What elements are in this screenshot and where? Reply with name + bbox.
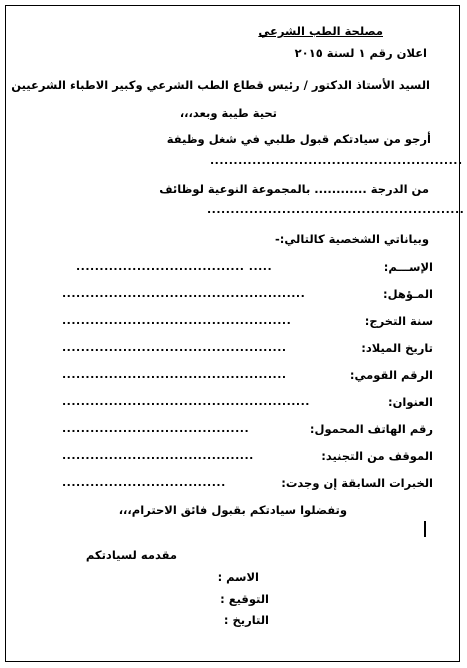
field-label-experience: الخبرات السابقة إن وجدت: [281, 476, 433, 490]
signature-sign-label: التوقيع : [220, 592, 269, 606]
field-blank-mobile: ........................................ [62, 422, 250, 435]
field-label-national-id: الرقم القومي: [349, 368, 433, 382]
field-label-birth-date: تاريخ الميلاد: [361, 341, 433, 355]
field-label-address: العنوان: [387, 395, 433, 409]
signature-date-label: التاريخ : [223, 613, 269, 627]
field-label-name: الإســـم: [383, 260, 433, 274]
closing-line: وتفضلوا سيادتكم بقبول فائق الاحترام،،، [118, 503, 347, 517]
grade-line: من الدرجة ............ بالمجموعة النوعية لوظائف [159, 182, 429, 196]
field-blank-name: .................................... ..... [76, 260, 273, 273]
addressee-line: السيد الأستاذ الدكتور / رئيس قطاع الطب الشرعي وكبير الاطباء الشرعيين [11, 78, 430, 92]
greeting-line: تحية طيبة وبعد،،، [179, 106, 277, 120]
request-line: أرجو من سيادتكم قبول طلبي في شغل وظيفة [166, 132, 431, 146]
field-blank-qualification: .................................................... [62, 287, 306, 300]
field-label-military-status: الموقف من التجنيد: [321, 449, 433, 463]
text-cursor [424, 521, 426, 537]
form-page [5, 5, 460, 662]
field-blank-military-status: ......................................... [62, 449, 254, 462]
field-label-mobile: رقم الهاتف المحمول: [309, 422, 433, 436]
job-title-blank: ...................................................... [210, 154, 463, 167]
announcement-number: اعلان رقم ١ لسنة ٢٠١٥ [294, 46, 427, 60]
authority-title: مصلحة الطب الشرعي [258, 24, 383, 38]
field-label-qualification: المـؤهل: [383, 287, 433, 301]
field-blank-national-id: ................................................ [62, 368, 287, 381]
field-blank-experience: ................................... [62, 476, 226, 489]
field-label-graduation-year: سنة التخرج: [364, 314, 433, 328]
field-blank-graduation-year: ................................................. [62, 314, 292, 327]
signature-name-label: الاسم : [217, 570, 259, 584]
personal-data-intro: وبياناتي الشخصية كالتالي:- [275, 232, 429, 246]
group-blank: ....................................................... [207, 203, 465, 216]
presented-by: مقدمه لسيادتكم [85, 548, 177, 562]
field-blank-birth-date: ................................................ [62, 341, 287, 354]
field-blank-address: ..................................................... [62, 395, 310, 408]
